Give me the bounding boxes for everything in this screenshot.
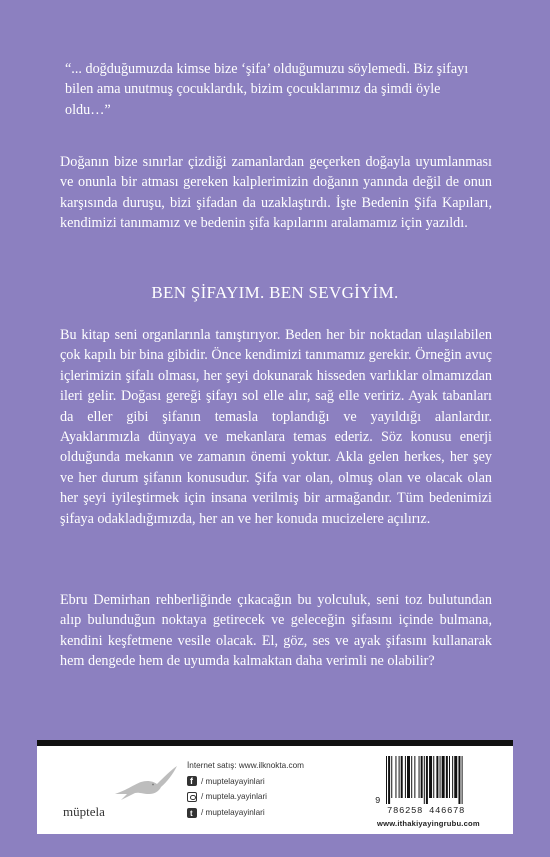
- barcode-bar: [401, 756, 403, 798]
- barcode-bar: [426, 756, 428, 804]
- intro-text: Doğanın bize sınırlar çizdiği zamanlardan geçerken doğayla uyumlanması ve onunla bir atması gereken kalplerimizin doğanın yanında değil de onun karşısında duruşu, bizi şifadan da uzaklaştırdı. İşte Bedenin Şifa Kapıları, kendimizi tanımamız ve bedenin şifa kapılarını aralamamız için yazıldı.: [60, 154, 492, 232]
- barcode-bar: [429, 756, 432, 798]
- isbn-lead-digit: 9: [375, 796, 381, 806]
- barcode-bar: [446, 756, 448, 798]
- barcode-bar: [452, 756, 453, 798]
- internet-sales-text: İnternet satış: www.ilknokta.com: [187, 761, 304, 770]
- barcode-bar: [411, 756, 412, 798]
- internet-sales-row: [187, 758, 304, 774]
- instagram-row: [187, 789, 304, 805]
- publisher-logo: [55, 760, 175, 830]
- publisher-footer: [37, 746, 513, 834]
- barcode-bar: [424, 756, 425, 804]
- isbn-barcode: [375, 756, 503, 830]
- barcode-bar: [433, 756, 434, 798]
- twitter-handle: / muptelayayinlari: [201, 807, 265, 817]
- barcode-bar: [436, 756, 438, 798]
- barcode-bar: [395, 756, 396, 798]
- facebook-row: [187, 774, 304, 790]
- barcode-bar: [388, 756, 390, 804]
- barcode-graphic: [385, 756, 501, 806]
- body-paragraph: [60, 325, 492, 529]
- facebook-handle: / muptelayayinlari: [201, 776, 265, 786]
- publisher-name: müptela: [63, 804, 105, 819]
- barcode-bar: [454, 756, 457, 798]
- barcode-bar: [419, 756, 420, 798]
- hummingbird-icon: [113, 764, 179, 804]
- barcode-bar: [414, 756, 415, 798]
- closing-text: Ebru Demirhan rehberliğinde çıkacağın bu yolculuk, seni toz bulutundan alıp bulunduğun noktaya getirecek ve geleceğin şifasını içinde bulmana, kendini keşfetmene vesile olacak. El, göz, ses ve ayak şifasını kullanarak hem dengede hem de uyumda kalmaktan daha verimli ne olabilir?: [60, 592, 492, 670]
- facebook-icon: [187, 776, 197, 786]
- intro-paragraph: [60, 152, 492, 234]
- barcode-bar: [391, 756, 392, 798]
- isbn-digits: 786258 446678: [387, 806, 466, 816]
- barcode-bar: [440, 756, 441, 798]
- barcode-bar: [442, 756, 445, 798]
- instagram-handle: / muptela.yayinlari: [201, 792, 267, 802]
- twitter-icon: [187, 808, 197, 818]
- barcode-bar: [421, 756, 423, 798]
- section-heading: BEN ŞİFAYIM. BEN SEVGİYİM.: [151, 283, 399, 302]
- barcode-bar: [407, 756, 410, 798]
- contact-list: [187, 758, 304, 820]
- barcode-bar: [386, 756, 387, 804]
- closing-paragraph: [60, 590, 492, 672]
- barcode-bar: [449, 756, 450, 798]
- cover-quote: [65, 59, 487, 120]
- publisher-website: www.ithakiyayingrubu.com: [377, 819, 480, 828]
- barcode-bar: [405, 756, 406, 798]
- instagram-icon: [187, 792, 197, 802]
- barcode-bar: [462, 756, 463, 804]
- barcode-bar: [458, 756, 460, 804]
- twitter-row: [187, 805, 304, 821]
- body-text: Bu kitap seni organlarınla tanıştırıyor. Beden her bir noktadan ulaşılabilen çok kapılı bir bina gibidir. Önce kendimizi tanımamız gerekir. Örneğin avuç içlerimizin şifalı olması, her şeyi dokunarak hisseden varlıklar olmamızdan ileri gelir. Doğası gereği şifayı sol elle alır, sağ elle veririz. Ayak tabanları da eller gibi şifanın temasla toplandığı ve yayıldığı alanlardır. Ayaklarımızla dünyaya ve mekanlara temas ederiz. Söz konusu enerji olduğunda mekanın ve zamanın önemi yoktur. Akla gelen herkes, her şey ve her durum şifanın konusudur. Şifa var olan, olmuş olan ve olacak olan her şeyi iyileştirmek için insana verilmiş bir armağandır. Tüm bedenimizi şifaya odakladığımızda, her an ve her konuda mucizelere açılırız.: [60, 327, 492, 527]
- barcode-bar: [399, 756, 400, 798]
- quote-text: “... doğduğumuzda kimse bize ‘şifa’ olduğumuzu söylemedi. Biz şifayı bilen ama unutmuş çocuklardık, bizim çocuklarımız da şimdi öyle oldu…”: [65, 61, 469, 118]
